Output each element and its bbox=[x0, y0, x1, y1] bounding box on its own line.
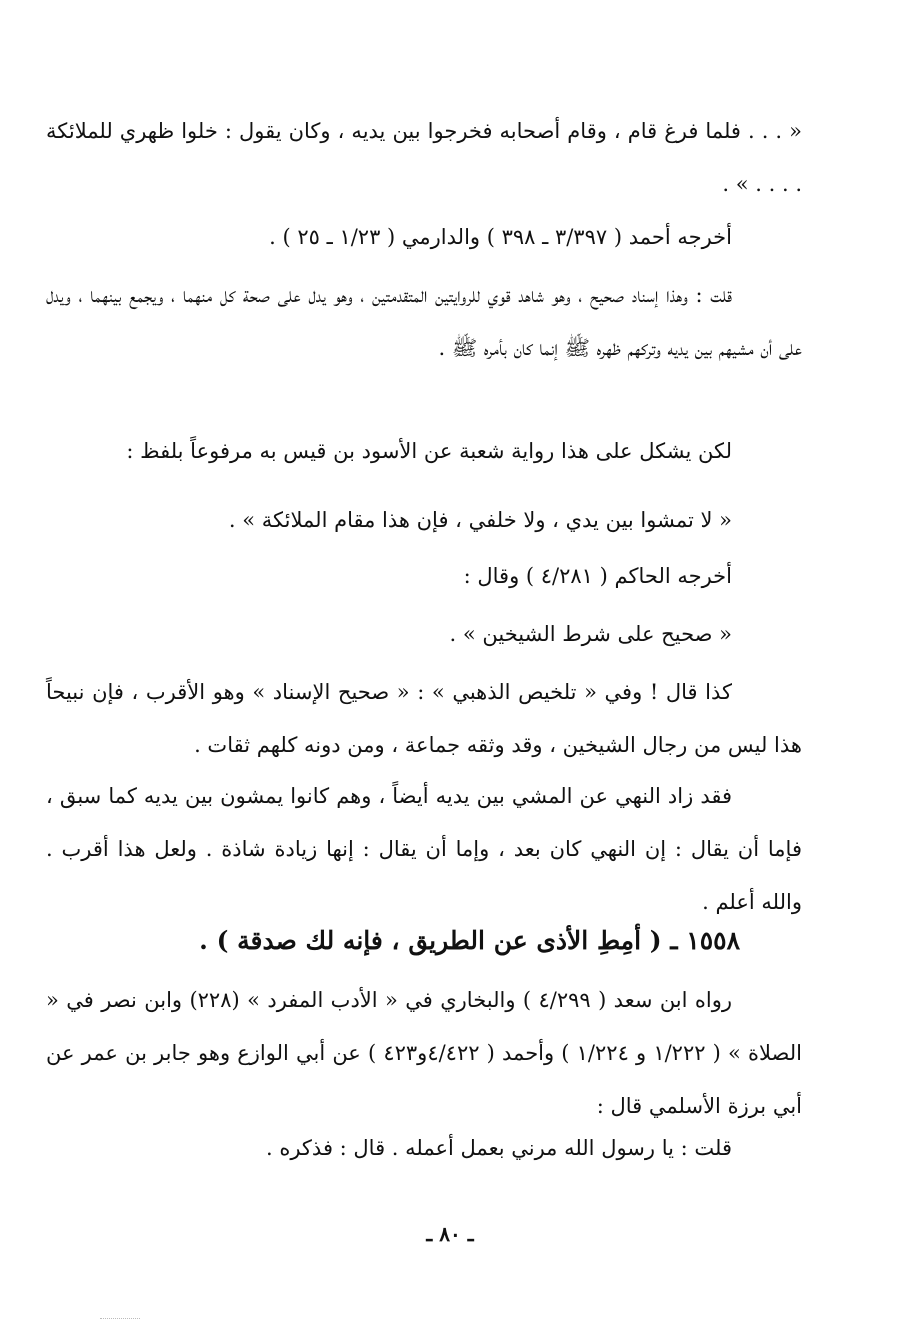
quote-paragraph-1: « . . . فلما فرغ قام ، وقام أصحابه فخرجوا بين يديه ، وكان يقول : خلوا ظهري للملائكة . . . . » . bbox=[46, 119, 802, 196]
commentary-paragraph-4: فقد زاد النهي عن المشي بين يديه أيضاً ، وهم كانوا يمشون بين يديه كما سبق ، فإما أن يقال : إن النهي كان بعد ، وإما أن يقال : إنها زيادة شاذة . ولعل هذا أقرب . والله أعلم . bbox=[46, 784, 802, 914]
scan-artifact bbox=[100, 1318, 140, 1321]
hadith-heading-1558: ١٥٥٨ ـ ( أمِطِ الأذى عن الطريق ، فإنه لك صدقة ) . bbox=[199, 926, 740, 955]
commentary-paragraph-3: كذا قال ! وفي « تلخيص الذهبي » : « صحيح الإسناد » وهو الأقرب ، فإن نبيحاً هذا ليس من رجال الشيخين ، وقد وثقه جماعة ، ومن دونه كلهم ثقات . bbox=[46, 680, 802, 757]
hakim-grading-quote: « صحيح على شرط الشيخين » . bbox=[449, 622, 732, 646]
commentary-paragraph-2: لكن يشكل على هذا رواية شعبة عن الأسود بن قيس به مرفوعاً بلفظ : bbox=[126, 439, 732, 463]
hadith-quote-text: « لا تمشوا بين يدي ، ولا خلفي ، فإن هذا مقام الملائكة » . bbox=[228, 508, 732, 532]
page-number: ـ ٨٠ ـ bbox=[426, 1222, 474, 1246]
citation-ahmad-darimi: أخرجه أحمد ( ٣/٣٩٧ ـ ٣٩٨ ) والدارمي ( ١/٢٣ ـ ٢٥ ) . bbox=[269, 225, 732, 249]
narration-sources-paragraph: رواه ابن سعد ( ٤/٢٩٩ ) والبخاري في « الأدب المفرد » (٢٢٨) وابن نصر في « الصلاة » ( ١/٢٢٢ و ١/٢٢٤ ) وأحمد ( ٤/٤٢٢و٤٢٣ ) عن أبي الوازع وهو جابر بن عمر عن أبي برزة الأسلمي قال : bbox=[46, 988, 802, 1118]
citation-hakim: أخرجه الحاكم ( ٤/٢٨١ ) وقال : bbox=[463, 564, 732, 588]
narration-text: قلت : يا رسول الله مرني بعمل أعمله . قال : فذكره . bbox=[265, 1136, 732, 1160]
commentary-paragraph-1: قلت : وهذا إسناد صحيح ، وهو شاهد قوي للروايتين المتقدمتين ، وهو يدل على صحة كل منهما ، ويجمع بينهما ، ويدل على أن مشيهم بين يديه وتركهم ظهره ﷺ إنما كان بأمره ﷺ . bbox=[46, 283, 802, 360]
